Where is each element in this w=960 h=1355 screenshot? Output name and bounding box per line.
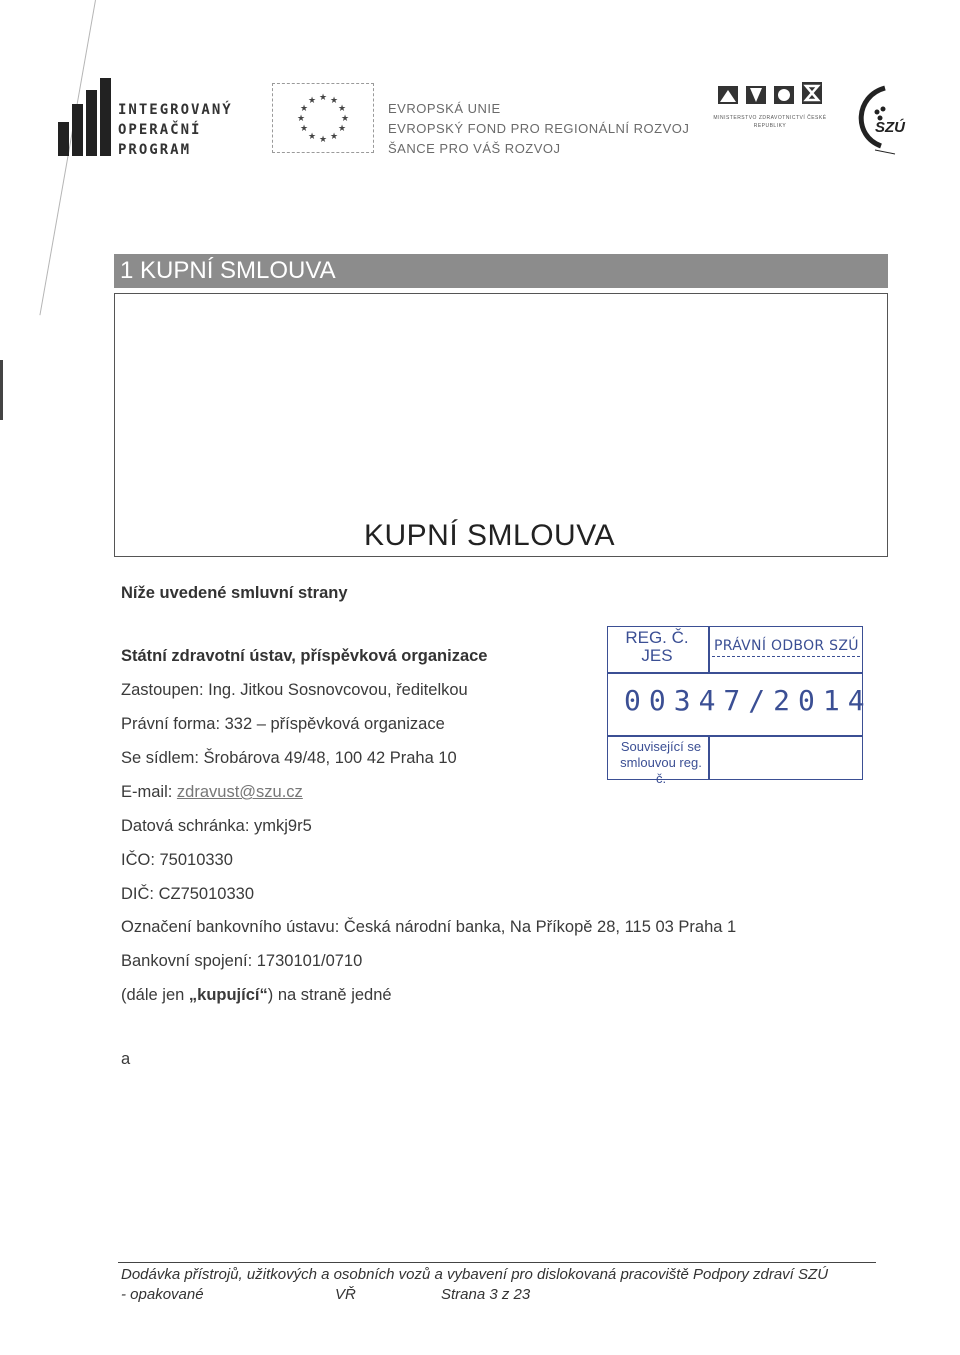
eu-line-1: EVROPSKÁ UNIE [388,101,501,116]
stamp-registration-number: 00347/2014 [624,684,873,717]
mz-logo-icon [716,80,824,140]
svg-text:★: ★ [307,96,317,106]
mz-caption: MINISTERSTVO ZDRAVOTNICTVÍ ČESKÉ REPUBLIKY [713,115,827,129]
stamp-reg-line-2: JES [641,646,673,665]
iop-line-3: PROGRAM [118,142,192,158]
svg-text:★: ★ [340,114,350,124]
eu-text [388,99,689,159]
buyer-ico: IČO: 75010330 [121,851,233,869]
buyer-account: Bankovní spojení: 1730101/0710 [121,952,363,970]
buyer-represented: Zastoupen: Ing. Jitkou Sosnovcovou, ředitelkou [121,681,468,699]
iop-logo-icon [58,78,110,156]
svg-text:★: ★ [329,132,339,142]
buyer-role [121,986,392,1005]
stamp-divider [608,735,862,737]
stamp-department: PRÁVNÍ ODBOR SZÚ [714,638,859,654]
stamp-divider [708,735,710,779]
iop-line-2: OPERAČNÍ [118,122,202,138]
stamp-divider [708,627,710,672]
scan-artifact-line [39,0,96,315]
stamp-reg-line-1: REG. Č. [625,628,689,647]
svg-text:★: ★ [318,135,328,145]
section-title: 1 KUPNÍ SMLOUVA [120,257,336,284]
registration-stamp [607,626,873,786]
stamp-related-label [614,739,708,787]
svg-text:★: ★ [299,104,309,114]
role-pre: (dále jen [121,986,189,1004]
parties-intro: Níže uvedené smluvní strany [121,584,348,602]
stamp-department-underline [712,656,860,657]
stamp-related-line-2: smlouvou reg. č. [620,755,702,786]
eu-line-3: ŠANCE PRO VÁŠ ROZVOJ [388,141,561,156]
buyer-legal-form: Právní forma: 332 – příspěvková organizace [121,715,445,733]
szu-label: SZÚ [875,119,905,136]
stamp-divider [608,672,862,674]
contract-cover-box [114,293,888,557]
footer-rule [118,1262,876,1263]
buyer-bank: Označení bankovního ústavu: Česká národní banka, Na Příkopě 28, 115 03 Praha 1 [121,918,737,936]
role-post: ) na straně jedné [267,986,392,1004]
svg-text:★: ★ [296,114,306,124]
scan-artifact-edge [0,360,3,420]
iop-line-1: INTEGROVANÝ [118,102,233,118]
buyer-email-row [121,783,303,802]
footer-tender: VŘ [335,1286,356,1303]
svg-text:★: ★ [307,132,317,142]
and-separator: a [121,1050,131,1068]
role-bold: „kupující“ [188,986,268,1004]
eu-flag-icon [272,83,374,153]
svg-text:★: ★ [337,104,347,114]
buyer-dic: DIČ: CZ75010330 [121,885,254,903]
footer-line-1: Dodávka přístrojů, užitkových a osobních vozů a vybavení pro dislokovaná pracoviště Podpory zdraví SZÚ [121,1266,829,1283]
svg-text:★: ★ [329,96,339,106]
email-link[interactable]: zdravust@szu.cz [176,783,303,801]
section-title-bar [114,254,888,288]
footer-page-number: Strana 3 z 23 [441,1286,531,1303]
buyer-name: Státní zdravotní ústav, příspěvková organizace [121,647,488,665]
svg-text:★: ★ [299,124,309,134]
svg-text:★: ★ [318,93,328,103]
buyer-seat: Se sídlem: Šrobárova 49/48, 100 42 Praha 10 [121,749,457,767]
szu-logo-icon [845,76,935,156]
svg-text:★: ★ [337,124,347,134]
page-title: KUPNÍ SMLOUVA [364,519,615,552]
buyer-databox: Datová schránka: ymkj9r5 [121,817,312,835]
eu-line-2: EVROPSKÝ FOND PRO REGIONÁLNÍ ROZVOJ [388,121,690,136]
stamp-related-line-1: Související se [620,739,702,754]
email-label: E-mail: [121,783,177,801]
stamp-reg-label [622,629,692,665]
footer-line-2: - opakované [121,1286,204,1303]
iop-logo-text [118,100,233,160]
